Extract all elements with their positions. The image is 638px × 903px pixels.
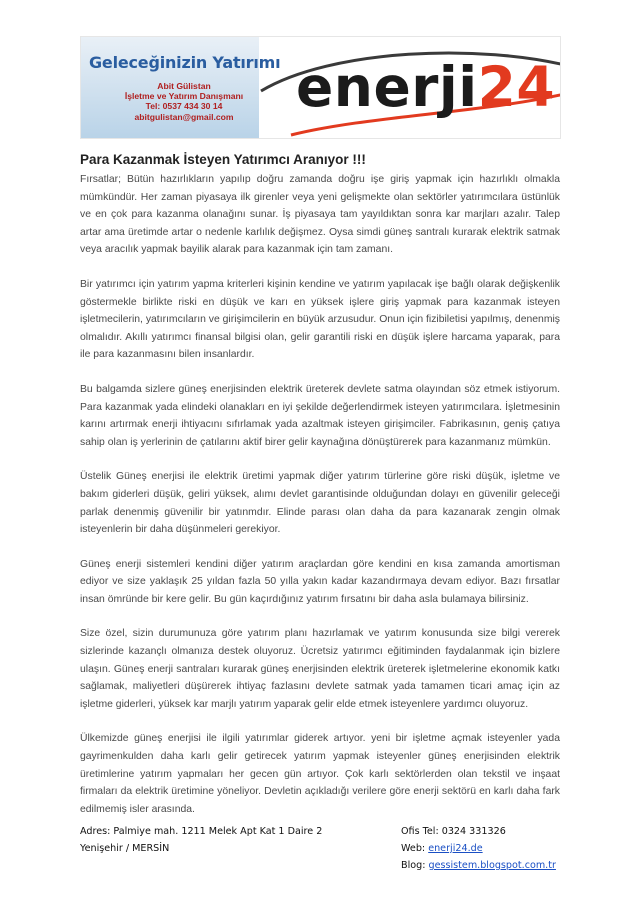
logo-text-enerji: enerji — [296, 55, 478, 119]
footer-contact — [401, 823, 556, 874]
page-footer — [80, 823, 580, 873]
office-phone: Ofis Tel: 0324 331326 — [401, 826, 506, 837]
web-label: Web: — [401, 843, 429, 854]
web-line — [401, 840, 556, 857]
page-title: Para Kazanmak İsteyen Yatırımcı Aranıyor !!! — [80, 152, 366, 167]
header-banner — [80, 36, 561, 139]
web-link[interactable]: enerji24.de — [428, 843, 483, 854]
address-line: Yenişehir / MERSİN — [80, 843, 170, 854]
contact-role: İşletme ve Yatırım Danışmanı — [124, 91, 244, 102]
banner-contact-info — [121, 81, 247, 122]
paragraph: Güneş enerji sistemleri kendini diğer yatırım araçlardan göre kendini en kısa zamanda amortisman ediyor ve size yaklaşık 25 yıldan fazla 50 yılla yakın kadar kazandırmaya devam ediyor. Bazı fırsatlar insan ömründe bir kere gelir. Bu gün kaçırdığınız yatırım fırsatını bir daha asla bulamaya bilirsiniz. — [80, 558, 560, 605]
logo-text-24: 24 — [477, 55, 556, 119]
enerji24-logo — [296, 55, 555, 119]
article-body — [80, 171, 560, 835]
paragraph: Ülkemizde güneş enerjisi ile ilgili yatırımlar giderek artıyor. yeni bir işletme açmak isteyenler yada gayrimenkulden daha karlı gelir getirecek yatırım yapmak isteyenler güneş enerjisinden elektrik üretimlerine yatırım yapmaları her gecen gün artıyor. Çok karlı sektörlerden olan tekstil ve inşaat firmaları da elektrik üretimine yöneliyor. Devletin açıkladığı verilere göre enerji sektörü en karlı daha fark edilmemiş isler arasında. — [80, 733, 560, 815]
blog-link[interactable]: gessistem.blogspot.com.tr — [428, 860, 556, 871]
contact-email: abitgulistan@gmail.com — [134, 111, 234, 122]
banner-title: Geleceğinizin Yatırımı — [89, 53, 281, 72]
paragraph: Bir yatırımcı için yatırım yapma kriterleri kişinin kendine ve yatırım yapılacak işe bağlı olarak değişkenlik göstermekle birlikte riski en düşük ve karı en yüksek işlere giriş yapmak para kazanmak isteyen işletmecilerin, yatırımcıların ve girişimcilerin en büyük arzusudur. Onun için fizibiletisi yapılmış, denenmiş olmalıdır. Akıllı yatırımcı finansal bilgisi olan, gelir garantili riski en düşük işlere harcama yaparak, para ile para kazanmasını bilen insanlardır. — [80, 278, 560, 361]
address-line: Adres: Palmiye mah. 1211 Melek Apt Kat 1 Daire 2 — [80, 826, 323, 837]
blog-label: Blog: — [401, 860, 429, 871]
paragraph: Bu balgamda sizlere güneş enerjisinden elektrik üreterek devlete satma olayından söz etmek istiyorum. Para kazanmak yada elindeki olanakları en iyi şekilde değerlendirmek isteyen yatırımcılara. İşletmesinin karını artırmak enerji ihtiyacını sıfırlamak yada azaltmak isteyen girişimciler. Fabrikasının, geniş çatıya sahip olan iş yerlerinin de çatılarını aktif birer gelir kaynağına dönüştürerek para kazanmanız mümkün. — [80, 383, 560, 448]
paragraph: Size özel, sizin durumunuza göre yatırım planı hazırlamak ve yatırım konusunda size bilgi vererek sizlerinde kazançlı olmanıza destek oluyoruz. Ücretsiz yatırımcı eğitiminden faydalanmak için bizlere ulaşın. Güneş enerji santraları kurarak güneş enerjisinden elektrik üreterek işletmelerine ekonomik katkı sağlamak, maliyetleri düşürerek ihtiyaç fazlasını devlete satmak yada tamamen ticari amaç için az işletme giderleri, yüksek kar marjlı yatırım yaparak gelir elde etmek isteyenlere yardımcı oluyoruz. — [80, 628, 560, 710]
contact-name: Abit Gülistan — [157, 81, 211, 91]
footer-address — [80, 823, 322, 857]
contact-phone: Tel: 0537 434 30 14 — [145, 101, 223, 112]
blog-line — [401, 857, 556, 874]
paragraph: Üstelik Güneş enerjisi ile elektrik üretimi yapmak diğer yatırım türlerine göre riski düşük, işletme ve bakım giderleri düşük, geliri yüksek, alımı devlet garantisinde olduğundan dolayı en güvenilir geleceği parlak denenmiş güvenilir bir yatınmdır. Elinde parası olan daha da para kazanarak zengin olmak isteyenlerin bir daha düşünmeleri gerekiyor. — [80, 471, 560, 536]
banner-contact-panel — [81, 37, 281, 138]
paragraph: Fırsatlar; Bütün hazırlıkların yapılıp doğru zamanda doğru işe giriş yapmak için hazırlıklı olmakla mümkündür. Her zaman piyasaya ilk girenler veya yeni gelişmekte olan sektörler yatırımcılara üstünlük ve en çok para kazanma olanağını sunar. İş piyasaya tam yayıldıktan sonra kar marjları azalır. Talep artar ama üretimde artar o nedenle karlılık değişmez. Oysa simdi güneş santralı kurarak elektrik satmak veya aracılık yapmak bayilik alarak para kazanmak için tam zamanı. — [80, 174, 560, 256]
